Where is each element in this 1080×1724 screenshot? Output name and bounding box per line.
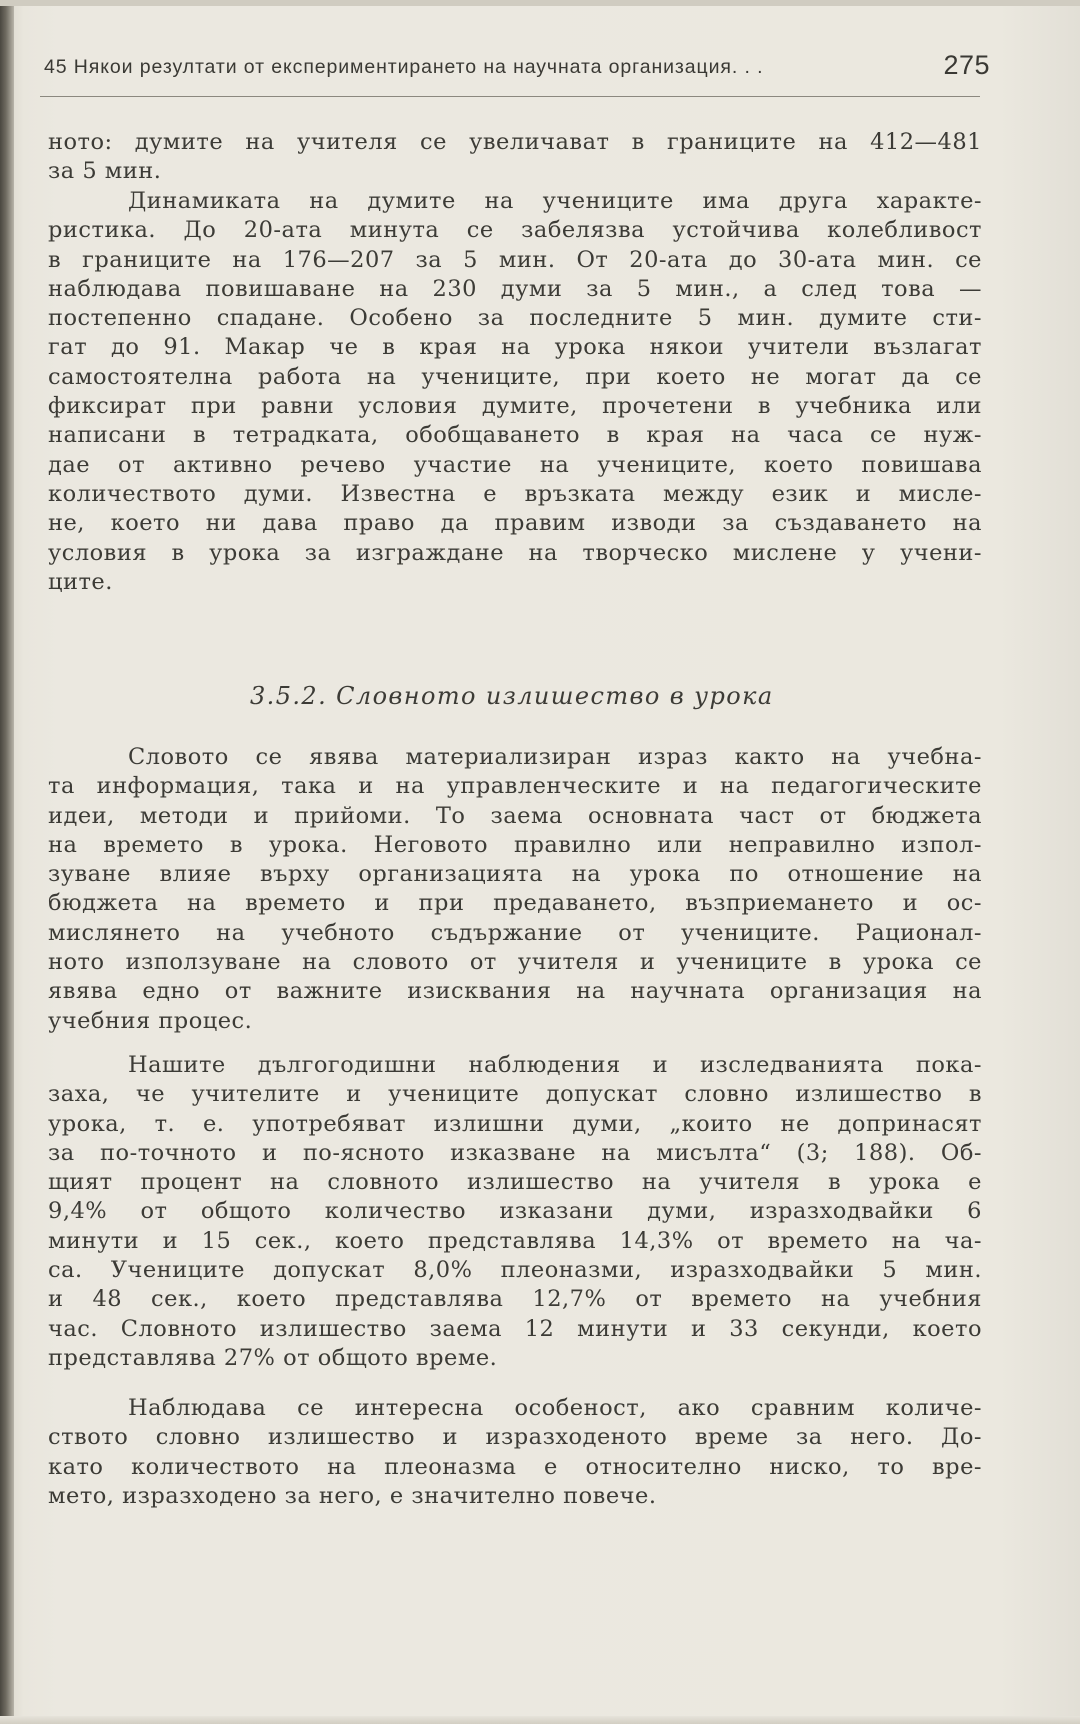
text-line: учебния процес.	[48, 1007, 253, 1034]
text-line: щият процент на словното излишество на учителя в урока е	[48, 1169, 982, 1196]
running-header	[44, 50, 994, 90]
header-rule	[40, 96, 980, 97]
running-title: 45 Някои резултати от експериментирането на научната организация. . .	[44, 56, 764, 78]
paragraph-interesting	[48, 1394, 982, 1511]
page-bottom-edge	[0, 1716, 1080, 1724]
text-line: мето, изразходено за него, е значително повече.	[48, 1482, 657, 1509]
text-line: самостоятелна работа на учениците, при което не могат да се	[48, 363, 982, 390]
text-line: бюджета на времето и при предаването, възприемането и ос-	[48, 890, 982, 917]
text-line: постепенно спадане. Особено за последните 5 мин. думите сти-	[48, 305, 982, 332]
page-top-edge	[0, 0, 1080, 6]
text-line: гат до 91. Макар че в края на урока някои учители възлагат	[48, 334, 982, 361]
text-line: Динамиката на думите на учениците има друга характе-	[128, 188, 982, 214]
text-line: ците.	[48, 568, 113, 595]
text-line: в границите на 176—207 за 5 мин. От 20-ата до 30-ата мин. се	[48, 246, 982, 273]
text-line: условия в урока за изграждане на творческо мислене у учени-	[48, 539, 982, 566]
text-line: представлява 27% от общото време.	[48, 1344, 498, 1371]
text-line: количеството думи. Известна е връзката между език и мисле-	[48, 480, 982, 507]
text-line: написани в тетрадката, обобщаването в края на часа се нуж-	[48, 422, 982, 449]
text-line: заха, че учителите и учениците допускат словно излишество в	[48, 1081, 982, 1108]
text-line: не, което ни дава право да правим изводи за създаването на	[48, 510, 982, 537]
paragraph-observations	[48, 1051, 982, 1373]
paragraph-word	[48, 743, 982, 1036]
text-line: мислянето на учебното съдържание от учениците. Рационал-	[48, 919, 982, 946]
page-number: 275	[943, 50, 990, 80]
text-line: Наблюдава се интересна особеност, ако сравним количе-	[128, 1395, 982, 1421]
paragraph-continuation	[48, 128, 982, 187]
text-line: и 48 сек., което представлява 12,7% от времето на учебния	[48, 1286, 982, 1313]
text-line: ството словно излишество и изразходеното време за него. До-	[48, 1424, 982, 1451]
text-line: Словото се явява материализиран израз както на учебна-	[128, 744, 982, 770]
text-line: зуване влияе върху организацията на урока по отношение на	[48, 861, 982, 888]
text-line: урока, т. е. употребяват излишни думи, „които не допринасят	[48, 1110, 982, 1137]
text-line: дае от активно речево участие на учениците, което повишава	[48, 451, 982, 478]
text-line: ното използуване на словото от учителя и учениците в урока се	[48, 949, 982, 976]
text-line: Нашите дългогодишни наблюдения и изследванията пока-	[128, 1052, 982, 1078]
text-line: явява едно от важните изисквания на научната организация на	[48, 978, 982, 1005]
text-line: идеи, методи и прийоми. То заема основната част от бюджета	[48, 802, 982, 829]
text-line: като количеството на плеоназма е относително ниско, то вре-	[48, 1453, 982, 1480]
text-line: наблюдава повишаване на 230 думи за 5 мин., а след това —	[48, 275, 982, 302]
text-line: минути и 15 сек., което представлява 14,3% от времето на ча-	[48, 1227, 982, 1254]
text-line: ното: думите на учителя се увеличават в границите на 412—481	[48, 129, 982, 155]
text-line: за по-точното и по-ясното изказване на мисълта“ (3; 188). Об-	[48, 1139, 982, 1166]
section-heading: 3.5.2. Словното излишество в урока	[250, 682, 774, 710]
text-line: за 5 мин.	[48, 158, 162, 185]
text-line: са. Учениците допускат 8,0% плеоназми, изразходвайки 5 мин.	[48, 1257, 982, 1284]
book-spine-shadow	[0, 0, 14, 1724]
text-line: та информация, така и на управленческите и на педагогическите	[48, 773, 982, 800]
text-line: 9,4% от общото количество изказани думи, изразходвайки 6	[48, 1198, 982, 1225]
text-line: фиксират при равни условия думите, прочетени в учебника или	[48, 393, 982, 420]
paragraph-dynamics	[48, 187, 982, 597]
text-line: час. Словното излишество заема 12 минути и 33 секунди, което	[48, 1315, 982, 1342]
text-line: на времето в урока. Неговото правилно или неправилно изпол-	[48, 831, 982, 858]
text-line: ристика. До 20-ата минута се забелязва устойчива колебливост	[48, 217, 982, 244]
